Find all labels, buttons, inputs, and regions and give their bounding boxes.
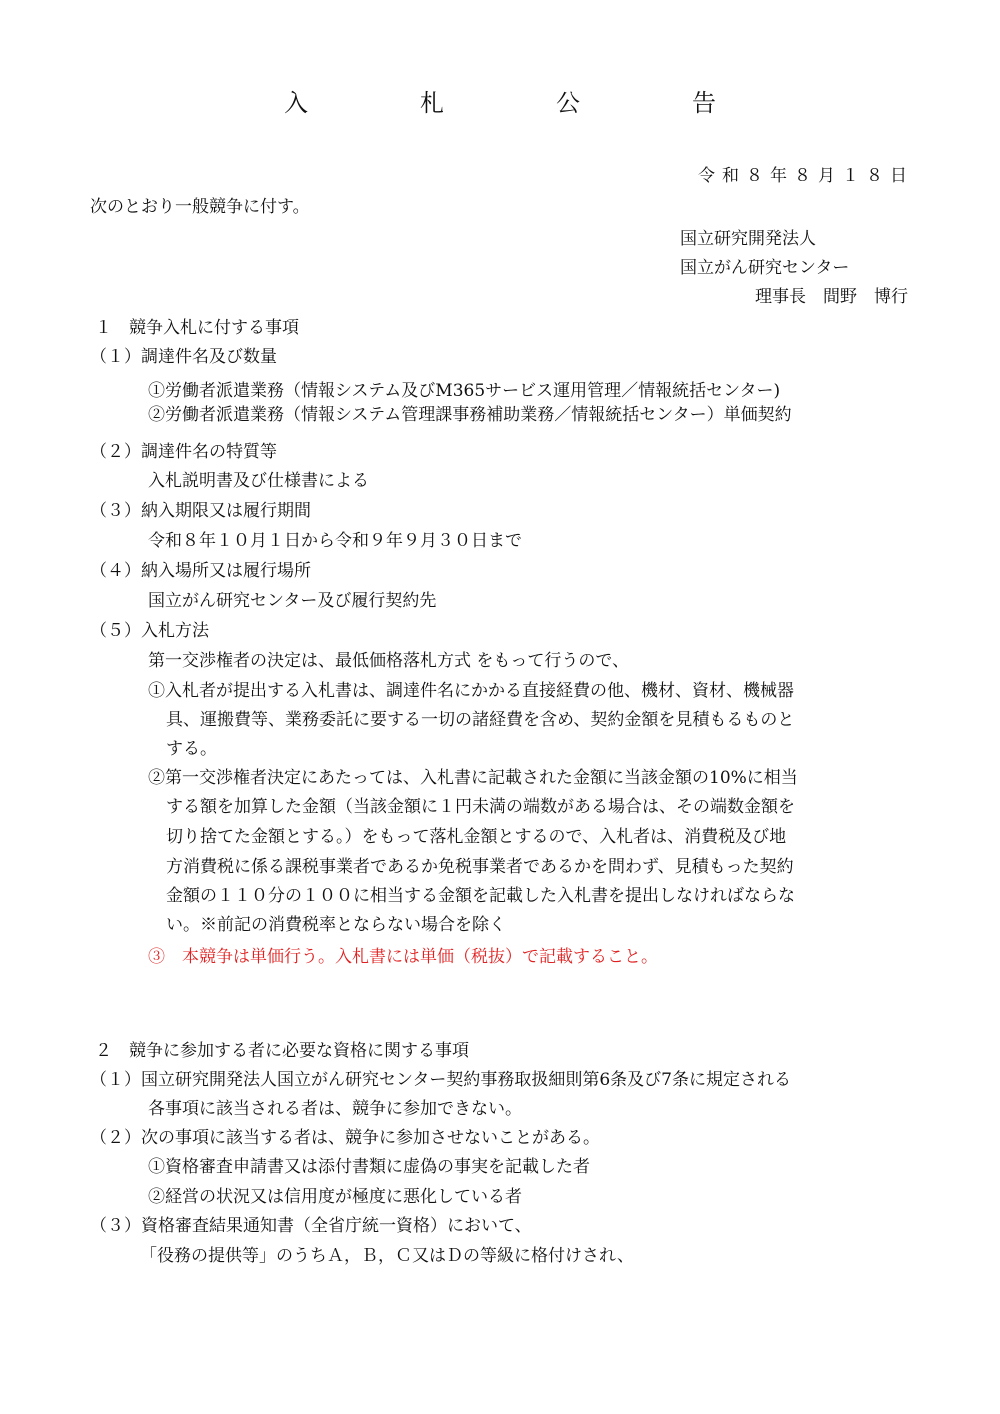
s2-item2-line-2: ②経営の状況又は信用度が極度に悪化している者 (148, 1187, 522, 1207)
item5-p1-line-2: 具、運搬費等、業務委託に要する一切の諸経費を含め、契約金額を見積もるものと (166, 710, 795, 730)
s2-item1-line-1: （１）国立研究開発法人国立がん研究センター契約事務取扱細則第6条及び7条に規定される (90, 1070, 791, 1090)
item5-p2-line-5: 金額の１１０分の１００に相当する金額を記載した入札書を提出しなければならな (166, 886, 795, 906)
s2-item3-line-1: （３）資格審査結果通知書（全省庁統一資格）において、 (90, 1216, 532, 1236)
item5-p3-notice: ③ 本競争は単価行う。入札書には単価（税抜）で記載すること。 (148, 947, 658, 967)
issuer-org1: 国立研究開発法人 (680, 229, 816, 249)
issuer-org2: 国立がん研究センター (680, 258, 850, 278)
s2-item2-heading: （２）次の事項に該当する者は、競争に参加させないことがある。 (90, 1128, 600, 1148)
item2-heading: （２）調達件名の特質等 (90, 442, 277, 462)
item5-p2-line-1: ②第一交渉権者決定にあたっては、入札書に記載された金額に当該金額の10%に相当 (148, 768, 798, 788)
item5-p2-line-4: 方消費税に係る課税事業者であるか免税事業者であるかを問わず、見積もった契約 (166, 857, 794, 877)
item5-p1-line-3: する。 (166, 739, 217, 759)
item2-text: 入札説明書及び仕様書による (148, 471, 369, 491)
item5-intro: 第一交渉権者の決定は、最低価格落札方式 をもって行うので、 (148, 651, 630, 671)
document-title: 入 札 公 告 (284, 89, 760, 117)
item5-heading: （５）入札方法 (90, 621, 209, 641)
section1-heading: １ 競争入札に付する事項 (95, 318, 299, 338)
item5-p2-line-2: する額を加算した金額（当該金額に１円未満の端数がある場合は、その端数金額を (166, 797, 795, 817)
s2-item2-line-1: ①資格審査申請書又は添付書類に虚偽の事実を記載した者 (148, 1157, 590, 1177)
item1-line-2: ②労働者派遣業務（情報システム管理課事務補助業務／情報統括センター）単価契約 (148, 405, 792, 425)
s2-item1-line-2: 各事項に該当される者は、競争に参加できない。 (148, 1099, 522, 1119)
issuer-name: 理事長 間野 博行 (755, 287, 908, 307)
s2-item3-line-2: 「役務の提供等」のうちＡ，Ｂ，Ｃ又はＤの等級に格付けされ、 (140, 1246, 635, 1266)
item3-text: 令和８年１０月１日から令和９年９月３０日まで (148, 531, 522, 551)
item5-p2-line-6: い。※前記の消費税率とならない場合を除く (166, 915, 506, 935)
item5-p2-line-3: 切り捨てた金額とする。）をもって落札金額とするので、入札者は、消費税及び地 (166, 827, 787, 847)
item3-heading: （３）納入期限又は履行期間 (90, 501, 311, 521)
item1-line-1: ①労働者派遣業務（情報システム及びM365サービス運用管理／情報統括センター) (148, 381, 781, 401)
item5-p1-line-1: ①入札者が提出する入札書は、調達件名にかかる直接経費の他、機材、資材、機械器 (148, 681, 794, 701)
document-date: 令和８年８月１８日 (698, 166, 914, 186)
item4-text: 国立がん研究センター及び履行契約先 (148, 591, 437, 611)
item4-heading: （４）納入場所又は履行場所 (90, 561, 311, 581)
item1-heading: （１）調達件名及び数量 (90, 347, 277, 367)
section2-heading: ２ 競争に参加する者に必要な資格に関する事項 (95, 1041, 469, 1061)
intro-text: 次のとおり一般競争に付す。 (90, 197, 310, 217)
